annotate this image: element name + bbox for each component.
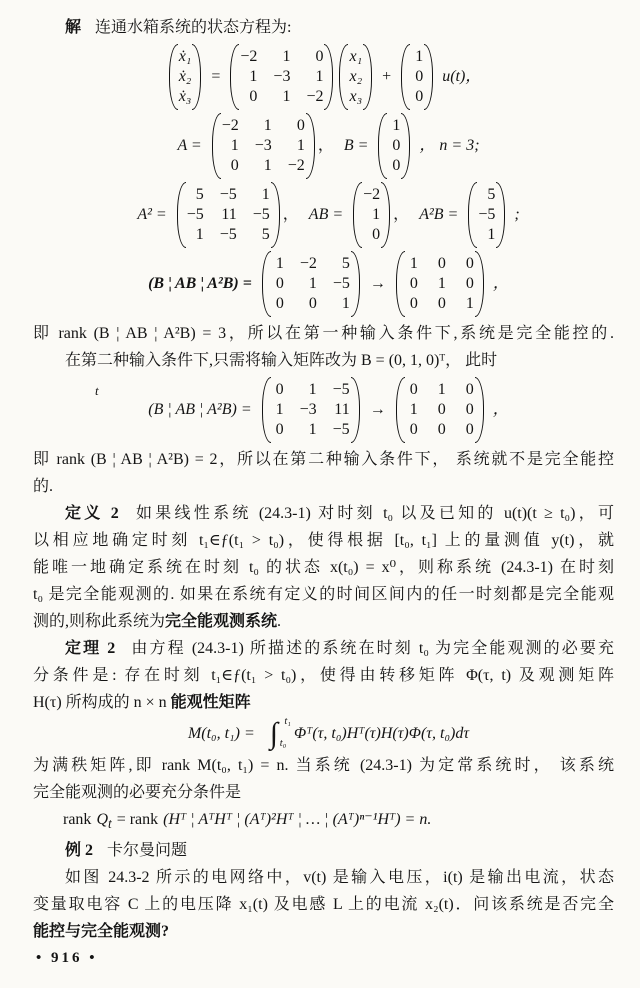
x-vector — [338, 44, 373, 110]
integral — [269, 716, 291, 750]
example2-label: 例 2 — [65, 842, 94, 860]
matrix-cell: 1 — [487, 226, 496, 243]
matrix-cell: x₂ — [349, 68, 363, 85]
matrix-cell: x₃ — [349, 88, 363, 105]
matrix-cell: 0 — [275, 275, 284, 292]
matrix-cell: 1 — [308, 421, 317, 438]
rank3-statement: 即 rank (B ¦ AB ¦ A²B) = 3，所以在第一种输入条件下,系统是完全能控的. — [33, 325, 614, 342]
matrix-cell: −5 — [332, 381, 350, 398]
equals-sign: = — [211, 68, 221, 85]
matrix-cell: 0 — [465, 381, 474, 398]
ctrb-lhs: (B ¦ AB ¦ A²B) = — [148, 275, 252, 292]
semicolon: ; — [514, 206, 520, 223]
u-term: u(t)， — [442, 68, 482, 85]
theorem2-first-line — [33, 635, 614, 662]
A-matrix — [229, 44, 334, 110]
matrix-cell: 1 — [415, 48, 424, 65]
matrix-cell: 1 — [409, 255, 418, 272]
matrix-cell: −5 — [219, 186, 237, 203]
definition2-first-line — [33, 500, 614, 527]
comma: ， — [492, 275, 509, 292]
matrix-cell: −3 — [254, 137, 272, 154]
rank-word: rank — [63, 811, 92, 828]
matrix-cell: 1 — [261, 186, 270, 203]
matrix-cell: ẋ₃ — [178, 88, 192, 105]
observable-system-term: 完全能观测系统 — [165, 613, 278, 630]
definition2-line4: t₀ 是完全能观测的. 如果在系统有定义的时间区间内的任一时刻都是完全能观 — [33, 586, 614, 603]
comma: ， — [393, 206, 410, 223]
matrix-cell: 0 — [409, 275, 418, 292]
definition2-line5-text: 测的,则称此系统为 — [33, 613, 166, 630]
A2-label: A² = — [137, 206, 167, 223]
matrix-cell: 0 — [275, 421, 284, 438]
A-label: A = — [177, 137, 202, 154]
matrix-cell: −2 — [287, 157, 305, 174]
solution-paragraph — [33, 14, 614, 41]
matrix-cell: −2 — [240, 48, 258, 65]
matrix-cell: 0 — [230, 157, 239, 174]
matrix-cell: 0 — [465, 401, 474, 418]
matrix-cell: 5 — [341, 255, 350, 272]
controllability-matrix-1 — [33, 251, 614, 317]
A2-AB-A2B-definition — [33, 182, 614, 248]
definition2-text: 如果线性系统 (24.3-1) 对时刻 t₀ 以及已知的 u(t)(t ≥ t₀)，可 — [132, 505, 614, 522]
B-label: B = — [343, 137, 369, 154]
matrix-cell: ẋ₁ — [178, 48, 192, 65]
matrix-cell: 0 — [437, 255, 446, 272]
matrix-cell: 5 — [195, 186, 204, 203]
matrix-cell: 11 — [221, 206, 237, 223]
matrix-cell: 1 — [392, 117, 401, 134]
example2-line1: 如图 24.3-2 所示的电网络中，v(t) 是输入电压，i(t) 是输出电流，状态 — [65, 869, 614, 887]
matrix-cell: 0 — [415, 68, 424, 85]
page-number: • 916 • — [36, 950, 98, 966]
period: . — [277, 613, 282, 630]
rank2-statement-line1: 即 rank (B ¦ AB ¦ A²B) = 2，所以在第二种输入条件下， 系统就不是完全能控 — [33, 451, 614, 468]
controllability-matrix-2 — [33, 377, 614, 443]
matrix-cell: 0 — [392, 157, 401, 174]
matrix-cell: 1 — [195, 226, 204, 243]
matrix-cell: 0 — [465, 275, 474, 292]
matrix-cell: −3 — [273, 68, 291, 85]
matrix-cell: −5 — [186, 206, 204, 223]
theorem2-label: 定理 2 — [65, 640, 116, 657]
fullrank-line2: 完全能观测的必要充分条件是 — [33, 784, 242, 801]
rankQ-equation — [33, 806, 614, 837]
solution-text: 连通水箱系统的状态方程为: — [95, 19, 292, 36]
example2-title: 卡尔曼问题 — [107, 842, 188, 860]
observability-gramian-equation — [33, 716, 614, 750]
matrix-cell: 1 — [308, 275, 317, 292]
matrix-cell: 1 — [263, 117, 272, 134]
A2B-label: A²B = — [419, 206, 459, 223]
matrix-cell: 0 — [275, 381, 284, 398]
matrix-cell: −5 — [219, 226, 237, 243]
B-vector — [377, 113, 411, 179]
matrix-cell: −2 — [306, 88, 324, 105]
ctrb-lhs: (B ¦ AB ¦ A²B) = — [148, 401, 252, 418]
matrix-cell: 0 — [372, 226, 381, 243]
arrow-icon: → — [369, 401, 386, 418]
matrix-cell: 0 — [415, 88, 424, 105]
matrix-cell: 1 — [263, 157, 272, 174]
matrix-cell: 1 — [282, 88, 291, 105]
integral-sign: ∫ — [269, 717, 278, 750]
matrix-cell: 1 — [409, 401, 418, 418]
echelon-matrix — [395, 377, 485, 443]
matrix-cell: 0 — [249, 88, 258, 105]
theorem2-line3 — [33, 689, 614, 716]
matrix-cell: −2 — [363, 186, 381, 203]
second-input-statement: 在第二种输入条件下,只需将输入矩阵改为 B = (0, 1, 0)ᵀ， 此时 — [65, 352, 498, 369]
b-vector — [400, 44, 434, 110]
matrix-cell: 0 — [409, 421, 418, 438]
Q-symbol — [96, 806, 111, 837]
matrix-cell: 0 — [465, 421, 474, 438]
matrix-cell: 0 — [409, 381, 418, 398]
matrix-cell: 5 — [487, 186, 496, 203]
ctrb-matrix — [261, 377, 361, 443]
matrix-cell: 0 — [437, 421, 446, 438]
matrix-cell: 1 — [296, 137, 305, 154]
matrix-cell: −5 — [478, 206, 496, 223]
matrix-cell: 0 — [409, 295, 418, 312]
matrix-cell: 0 — [437, 295, 446, 312]
Q-letter: Q — [96, 811, 108, 828]
matrix-cell: 1 — [275, 401, 284, 418]
A-matrix — [211, 113, 316, 179]
matrix-cell: 0 — [308, 295, 317, 312]
theorem2-text: 由方程 (24.3-1) 所描述的系统在时刻 t₀ 为完全能观测的必要充 — [129, 640, 614, 657]
A2-matrix — [176, 182, 281, 248]
A-B-definition — [33, 113, 614, 179]
matrix-cell: 1 — [308, 381, 317, 398]
matrix-cell: 11 — [334, 401, 350, 418]
equals-rank: = rank — [116, 811, 159, 828]
matrix-cell: −2 — [221, 117, 239, 134]
rankQ-body: (Hᵀ ¦ AᵀHᵀ ¦ (Aᵀ)²Hᵀ ¦ … ¦ (Aᵀ)ⁿ⁻¹Hᵀ) = n. — [163, 811, 432, 828]
xdot-vector — [168, 44, 203, 110]
integral-upper-limit: t₁ — [284, 716, 291, 727]
ctrb-matrix — [261, 251, 361, 317]
matrix-cell: 1 — [341, 295, 350, 312]
matrix-cell: 0 — [275, 295, 284, 312]
theorem2-line3-text: H(τ) 所构成的 n × n — [33, 694, 171, 711]
matrix-cell: 1 — [230, 137, 239, 154]
gram-lhs: M(t₀, t₁) = — [187, 725, 255, 742]
example2-line3: 能控与完全能观测? — [33, 923, 170, 941]
matrix-cell: 0 — [315, 48, 324, 65]
state-equation — [33, 44, 614, 110]
comma: ， — [317, 137, 334, 154]
matrix-cell: 1 — [249, 68, 258, 85]
matrix-cell: 5 — [261, 226, 270, 243]
solution-label: 解 — [65, 19, 82, 36]
matrix-cell: 1 — [275, 255, 284, 272]
observability-matrix-term: 能观性矩阵 — [170, 694, 251, 711]
A2B-vector — [467, 182, 506, 248]
matrix-cell: 1 — [437, 381, 446, 398]
AB-label: AB = — [308, 206, 344, 223]
matrix-cell: ẋ₂ — [178, 68, 192, 85]
matrix-cell: −5 — [332, 275, 350, 292]
stray-print-mark: t — [95, 383, 99, 398]
definition2-label: 定义 2 — [65, 505, 119, 522]
matrix-cell: 1 — [282, 48, 291, 65]
matrix-cell: x₁ — [349, 48, 363, 65]
definition2-line3: 能唯一地确定系统在时刻 t₀ 的状态 x(t₀) = x⁰，则称系统 (24.3-1) 在时刻 — [33, 559, 614, 576]
matrix-cell: −5 — [252, 206, 270, 223]
definition2-line5 — [33, 608, 614, 635]
matrix-cell: −3 — [299, 401, 317, 418]
matrix-cell: −2 — [299, 255, 317, 272]
AB-vector — [352, 182, 391, 248]
echelon-matrix — [395, 251, 485, 317]
matrix-cell: 0 — [465, 255, 474, 272]
comma: ， — [492, 401, 509, 418]
matrix-cell: 0 — [437, 401, 446, 418]
matrix-cell: 1 — [372, 206, 381, 223]
arrow-icon: → — [369, 275, 386, 292]
plus-sign: + — [382, 68, 392, 85]
Q-subscript: t — [108, 816, 112, 832]
example2-heading — [33, 837, 614, 864]
matrix-cell: 1 — [465, 295, 474, 312]
gram-integrand: Φᵀ(τ, t₀)Hᵀ(τ)H(τ)Φ(τ, t₀)dτ — [293, 725, 470, 742]
definition2-line2: 以相应地确定时刻 t₁∈ƒ(t₁ > t₀)，使得根据 [t₀, t₁] 上的量测值 y(t)，就 — [33, 532, 614, 549]
example2-line2: 变量取电容 C 上的电压降 x₁(t) 及电感 L 上的电流 x₂(t)．问该系统是否完全 — [33, 896, 614, 914]
integral-lower-limit: t₀ — [279, 738, 287, 749]
matrix-cell: 0 — [392, 137, 401, 154]
theorem2-line2: 分条件是: 存在时刻 t₁∈ƒ(t₁ > t₀)，使得由转移矩阵 Φ(τ, t) 及观测矩阵 — [33, 667, 614, 684]
n-equals-3: ， n = 3; — [419, 137, 480, 154]
comma: ， — [282, 206, 299, 223]
matrix-cell: 1 — [437, 275, 446, 292]
fullrank-line1: 为满秩矩阵,即 rank M(t₀, t₁) = n. 当系统 (24.3-1) 为定常系统时， 该系统 — [33, 757, 614, 774]
rank2-statement-line2: 的. — [33, 478, 54, 495]
matrix-cell: 0 — [296, 117, 305, 134]
matrix-cell: 1 — [315, 68, 324, 85]
matrix-cell: −5 — [332, 421, 350, 438]
